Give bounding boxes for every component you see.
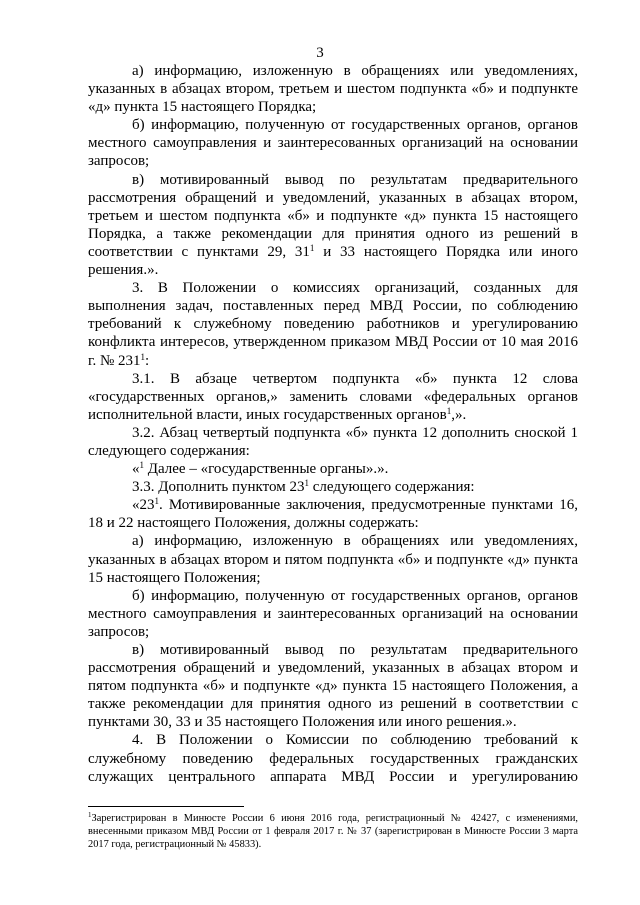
page-number: 3	[316, 45, 324, 61]
paragraph-text-after: следующего содержания:	[308, 479, 475, 496]
paragraph	[88, 279, 578, 369]
paragraph-text: а) информацию, изложенную в обращениях или уведомлениях, указанных в абзацах втором, третьем и шестом подпункта «б» и подпункте «д» пункта 15 настоящего Порядка;	[88, 63, 578, 116]
footnote-divider	[88, 806, 244, 807]
paragraph-text: «	[132, 461, 140, 478]
footnote	[88, 812, 578, 851]
paragraph-text: 4. В Положении о Комиссии по соблюдению требований к служебному поведению федеральных государственных гражданских служащих центрального аппарата МВД России и урегулированию	[88, 732, 578, 785]
paragraph-text: 3.3. Дополнить пунктом 23	[132, 479, 305, 496]
paragraph-text-after: ,».	[451, 406, 467, 423]
document-body	[88, 62, 578, 786]
paragraph-text: в) мотивированный вывод по результатам предварительного рассмотрения обращений и уведомлений, указанных в абзацах втором, третьем и шестом подпункта «б» и подпункте «д» пункта 15 настоящего Порядка, а также рекомендации для принятия одного из решений в соответствии с пунктами 29, 31	[88, 171, 578, 260]
paragraph	[88, 424, 578, 460]
paragraph	[88, 478, 578, 496]
paragraph-text-after: и 33 настоящего Порядка или иного решения.».	[88, 243, 578, 279]
superscript-marker: 1	[304, 478, 309, 489]
paragraph	[88, 532, 578, 586]
paragraph	[88, 641, 578, 731]
paragraph	[88, 116, 578, 170]
paragraph	[88, 171, 578, 280]
paragraph-text: 3. В Положении о комиссиях организаций, созданных для выполнения задач, поставленных перед МВД России, по соблюдению требований к служебному поведению работников и урегулированию конфликта интересов, утвержденном приказом МВД России от 10 мая 2016 г. № 231	[88, 280, 578, 369]
paragraph-text: 3.1. В абзаце четвертом подпункта «б» пункта 12 слова «государственных органов,» заменить словами «федеральных органов исполнительной власти, иных государственных органов	[88, 370, 578, 423]
paragraph-text: б) информацию, полученную от государственных органов, органов местного самоуправления и заинтересованных организаций на основании запросов;	[88, 117, 578, 170]
paragraph-text: а) информацию, изложенную в обращениях или уведомлениях, указанных в абзацах втором и пятом подпункта «б» и подпункте «д» пункта 15 настоящего Положения;	[88, 533, 578, 586]
paragraph-text: б) информацию, полученную от государственных органов, органов местного самоуправления и заинтересованных организаций на основании запросов;	[88, 587, 578, 640]
paragraph-text: 3.2. Абзац четвертый подпункта «б» пункта 12 дополнить сноской 1 следующего содержания:	[88, 424, 578, 459]
footnote-ref: 1	[446, 405, 452, 416]
footnote-ref: 1	[140, 351, 146, 362]
paragraph	[88, 496, 578, 532]
paragraph	[88, 731, 578, 785]
paragraph-text-after: Далее – «государственные органы».».	[144, 461, 389, 478]
paragraph-text: в) мотивированный вывод по результатам предварительного рассмотрения обращений и уведомлений, указанных в абзацах втором и пятом подпункта «б» и подпункте «д» пункта 15 настоящего Положения, а также рекомендации для принятия одного из решений в соответствии с пунктами 30, 33 и 35 настоящего Положения или иного решения.».	[88, 642, 578, 731]
paragraph	[88, 460, 578, 478]
paragraph	[88, 62, 578, 116]
footnote-marker: 1	[88, 811, 92, 819]
superscript-marker: 1	[154, 496, 159, 507]
footnote-ref: 1	[309, 242, 315, 253]
paragraph-text-after: :	[145, 352, 150, 369]
paragraph-text-after: . Мотивированные заключения, предусмотренные пунктами 16, 18 и 22 настоящего Положения, должны содержать:	[88, 497, 578, 532]
paragraph	[88, 587, 578, 641]
footnote-text: Зарегистрирован в Минюсте России 6 июня 2016 года, регистрационный № 42427, с изменениями, внесенными приказом МВД России от 1 февраля 2017 г. № 37 (зарегистрирован в Минюсте России 3 марта 2017 года, регистрационный № 45833).	[88, 813, 578, 850]
paragraph	[88, 370, 578, 424]
footnote-ref: 1	[139, 460, 144, 471]
paragraph-text: «23	[132, 497, 155, 514]
